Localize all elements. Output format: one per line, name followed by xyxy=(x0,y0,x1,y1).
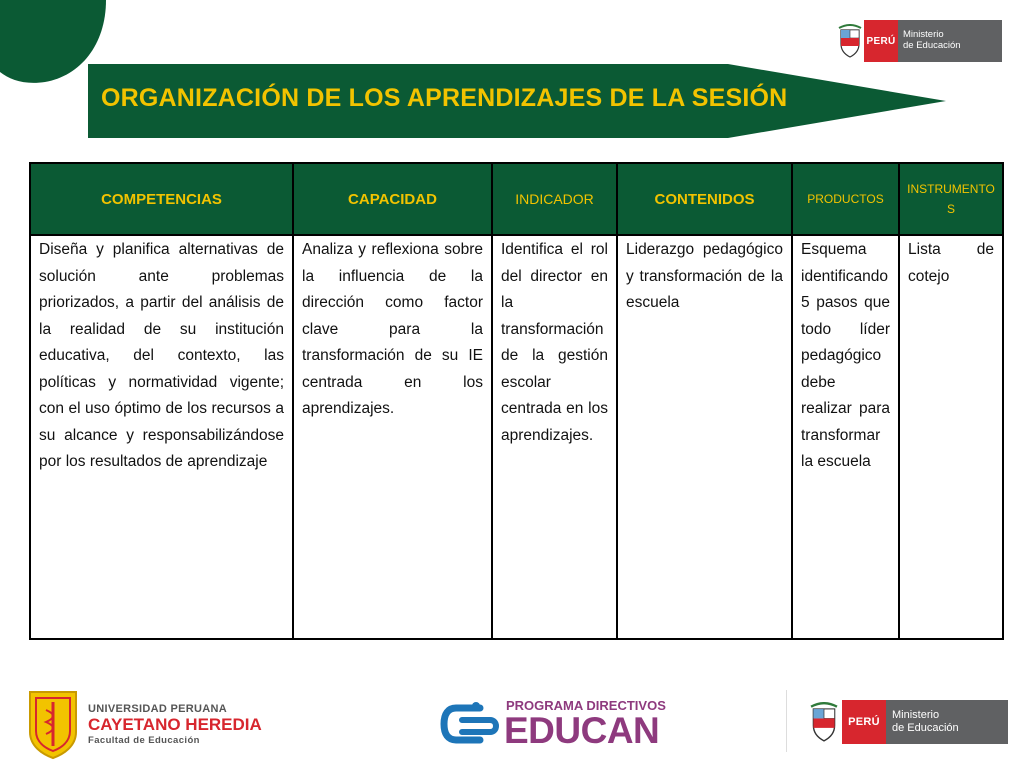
header-indicador: INDICADOR xyxy=(492,163,617,235)
educan-logo-icon xyxy=(440,700,502,752)
cell-contenidos: Liderazgo pedagógico y transformación de la escuela xyxy=(617,235,792,639)
educan-logo xyxy=(440,694,666,754)
university-line1: UNIVERSIDAD PERUANA xyxy=(88,702,227,715)
footer-divider xyxy=(786,690,787,752)
title-banner xyxy=(88,64,948,138)
session-organization-table xyxy=(29,162,1004,640)
header-capacidad: CAPACIDAD xyxy=(293,163,492,235)
educan-name: EDUCAN xyxy=(504,710,660,751)
peru-label: PERÚ xyxy=(842,700,886,744)
peru-coat-of-arms-icon xyxy=(836,20,864,62)
cayetano-heredia-seal-icon xyxy=(26,688,80,760)
table-header-row xyxy=(30,163,1003,235)
ministry-line2: de Educación xyxy=(892,722,959,734)
header-instrumentos: INSTRUMENTOS xyxy=(899,163,1003,235)
cell-instrumentos: Lista de cotejo xyxy=(899,235,1003,639)
cell-competencias: Diseña y planifica alternativas de solución ante problemas priorizados, a partir del análisis de la realidad de su institución educativa, del contexto, las políticas y normatividad vigente; con el uso óptimo de los recursos a su alcance y responsabilizándose por los resultados de aprendizaje xyxy=(30,235,293,639)
cell-capacidad: Analiza y reflexiona sobre la influencia de la dirección como factor clave para la transformación de su IE centrada en los aprendizajes. xyxy=(293,235,492,639)
ministry-line2: de Educación xyxy=(903,40,961,51)
peru-coat-of-arms-icon xyxy=(806,700,842,744)
cayetano-heredia-logo xyxy=(26,687,276,761)
page-title: ORGANIZACIÓN DE LOS APRENDIZAJES DE LA SESIÓN xyxy=(101,84,788,112)
ministry-line1: Ministerio xyxy=(892,709,940,721)
peru-label: PERÚ xyxy=(864,20,898,62)
header-contenidos: CONTENIDOS xyxy=(617,163,792,235)
ministry-line1: Ministerio xyxy=(903,29,944,40)
cell-productos: Esquema identificando 5 pasos que todo líder pedagógico debe realizar para transformar la escuela xyxy=(792,235,899,639)
minedu-footer-logo xyxy=(806,700,1008,744)
ministry-label xyxy=(898,20,1002,62)
minedu-header-logo xyxy=(836,20,1002,62)
university-line3: Facultad de Educación xyxy=(88,734,200,746)
university-line2: CAYETANO HEREDIA xyxy=(88,714,262,734)
educan-program: PROGRAMA DIRECTIVOS xyxy=(506,698,666,713)
header-competencias: COMPETENCIAS xyxy=(30,163,293,235)
header-productos: PRODUCTOS xyxy=(792,163,899,235)
table-row xyxy=(30,235,1003,639)
cell-indicador: Identifica el rol del director en la transformación de la gestión escolar centrada en los aprendizajes. xyxy=(492,235,617,639)
ministry-label xyxy=(886,700,1008,744)
